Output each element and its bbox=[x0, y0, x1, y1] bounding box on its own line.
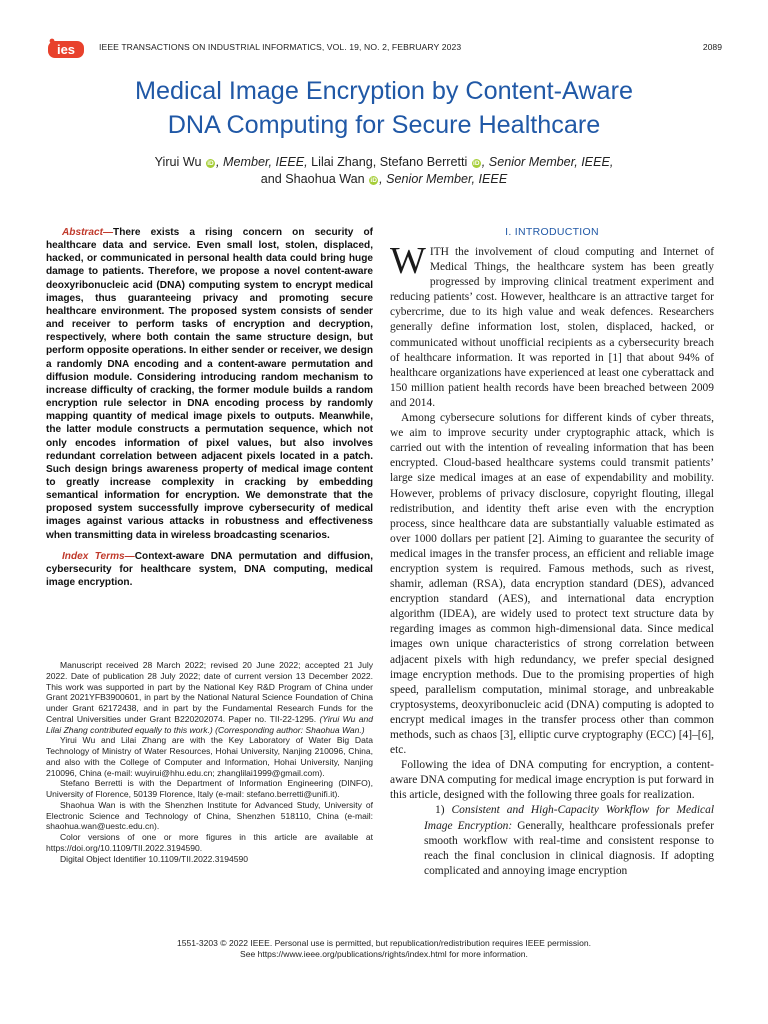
ies-logo-icon bbox=[46, 38, 86, 60]
footnote-color-versions: Color versions of one or more figures in this article are available at https://doi.org/10.1109/TII.2022.3194590. bbox=[46, 832, 373, 853]
abstract-text: There exists a rising concern on security of healthcare data and service. Even small lost, stolen, displaced, hacked, or communicated in personal health data could bring huge damage to patients. Therefore, we propose a novel content-aware deoxyribonucleic acid (DNA) computing system to encrypt medical images, thus guaranteeing privacy and promoting secure healthcare environment. The proposed system consists of sender and receiver to perform tasks of encryption and decryption, respectively, where both contain the same structure design, but perform opposite operations. In either sender or receiver, we design a randomly DNA encoding and a content-aware permutation and diffusion module. Considering introducing random mechanism to increase difficulty of cracking, the former module builds a random encryption rule selector in DNA encoding process by randomly mapping quantity of medical image pixels to outputs. Meanwhile, the latter module constructs a permutation sequence, which not only encodes information of pixel values, but also involves redundant correlation between adjacent pixels located in a patch. Such design brings awareness property of medical image content to greatly increase complexity in cracking by embedding semantical information for encryption. We demonstrate that the proposed system successfully improve cybersecurity of medical images against various attacks in robustness and effectiveness when transmitting data in wireless broadcasting scenarios. bbox=[46, 227, 373, 541]
page-number: 2089 bbox=[702, 42, 722, 52]
author-4: and Shaohua Wan bbox=[260, 172, 365, 186]
author-2-3: Lilai Zhang, Stefano Berretti bbox=[307, 155, 468, 169]
intro-paragraph-1 bbox=[390, 240, 714, 411]
author-footnote bbox=[46, 660, 373, 864]
author-3-role: , Senior Member, IEEE, bbox=[481, 155, 614, 169]
right-column bbox=[390, 226, 714, 879]
footnote-manuscript-text: Manuscript received 28 March 2022; revised 20 June 2022; accepted 21 July 2022. Date of publication 28 July 2022; date of current version 13 December 2022. This work was supported in part by the National Key R&D Program of China under Grant 2021YFB3900601, in part by the National Natural Science Foundation of China under Grant 62172438, and in part by the Fundamental Research Funds for the Central Universities under Grant B220202074. Paper no. TII-22-1295. bbox=[46, 660, 373, 724]
drop-cap: W bbox=[390, 240, 426, 282]
section-heading-introduction: I. INTRODUCTION bbox=[505, 226, 599, 238]
intro-paragraph-3: Following the idea of DNA computing for encryption, a content-aware DNA computing for medical image encryption is put forward in this article, designed with the following three goals for realization. bbox=[390, 759, 714, 802]
copyright-notice bbox=[0, 938, 768, 960]
footnote-doi: Digital Object Identifier 10.1109/TII.2022.3194590 bbox=[60, 853, 248, 864]
running-head: IEEE TRANSACTIONS ON INDUSTRIAL INFORMATICS, VOL. 19, NO. 2, FEBRUARY 2023 bbox=[99, 42, 462, 52]
footnote-manuscript bbox=[46, 660, 373, 735]
index-terms-label: Index Terms— bbox=[62, 550, 135, 562]
orcid-icon[interactable]: iD bbox=[370, 177, 377, 184]
intro-paragraph-1-text: ITH the involvement of cloud computing and Internet of Medical Things, the healthcare system has been greatly progressed by improving clinical treatment experiment and reducing patients’ cost. However, healthcare is an attractive target for cybercrime, due to its high value and weak defences. Researchers generally define information lost, stolen, displaced, hacked, or communicated without unofficial recipients as a cybersecurity breach of healthcare information. It was reported in [1] that about 94% of healthcare organizations have experienced at least one cyberattack and 150 million patient health records have been breached between 2009 and 2014. bbox=[390, 246, 714, 409]
author-1-role: , Member, IEEE, bbox=[215, 155, 308, 169]
list-item-number: 1) bbox=[435, 804, 445, 817]
title-line-2: DNA Computing for Secure Healthcare bbox=[167, 111, 601, 139]
svg-text:ies: ies bbox=[56, 42, 76, 57]
footnote-affiliation-1: Yirui Wu and Lilai Zhang are with the Key Laboratory of Water Big Data Technology of Ministry of Water Resources, Hohai University, Nanjing 210096, China, and also with the College of Computer and Information, Hohai University, Nanjing 210096, China (e-mail: wuyirui@hhu.edu.cn; zhanglilai1999@gmail.com). bbox=[46, 735, 373, 778]
footnote-affiliation-3: Shaohua Wan is with the Shenzhen Institute for Advanced Study, University of Electronic Science and Technology of China, Shenzhen 518110, China (e-mail: shaohua.wan@uestc.edu.cn). bbox=[46, 799, 373, 832]
page-header bbox=[46, 38, 722, 60]
title-line-1: Medical Image Encryption by Content-Aware bbox=[135, 77, 633, 105]
abstract-label: Abstract— bbox=[62, 227, 114, 238]
intro-paragraph-2: Among cybersecure solutions for different kinds of cyber threats, we aim to improve security under cryptographic attack, which is carried out with the intention of revealing information that has been encrypted. Cloud-based healthcare systems could transmit patients’ large size medical images at an ease of expendability and mobility. However, problems of privacy disclosure, copyright flouting, illegal redistribution, and identity theft arise even with the encryption process, since healthcare data are substantially valuable estimated as over 1000 dollars per patient [2]. Aiming to guarantee the security of medical images in the transfer process, an efficient and reliable image encryption system is required. Famous methods, such as rivest, shamir, adleman (RSA), data encryption standard (DES), advanced encryption standard (AES), and international data encryption algorithm (IDEA), are widely used to protect text structure data by regarding images as common high-dimensional data. Since medical images own unique characteristics of strong correlation between adjacent pixels with high redundancy, we prefer special designed image encryption methods. Due to the promising properties of high speed, parallelism computation, minimal storage, and unbreakable cryptosystems, deoxyribonucleic acid (DNA) computing is adopted to encrypt medical images in the transfer process other than common methods, such as chaos [3], elliptic curve cryptography (ECC) [4]–[6], etc. bbox=[390, 412, 714, 757]
author-list bbox=[40, 154, 728, 188]
index-terms bbox=[46, 550, 373, 589]
footnote-affiliation-2: Stefano Berretti is with the Department of Information Engineering (DINFO), University of Florence, 50139 Florence, Italy (e-mail: stefano.berretti@unifi.it). bbox=[46, 778, 373, 799]
paper-title bbox=[40, 74, 728, 142]
list-item-lead: Consistent and High-Capacity Workflow for Medical Image Encryption: bbox=[424, 804, 714, 832]
orcid-icon[interactable]: iD bbox=[207, 160, 214, 167]
list-item-1 bbox=[390, 803, 714, 878]
orcid-icon[interactable]: iD bbox=[473, 160, 480, 167]
index-terms-text: Context-aware DNA permutation and diffusion, cybersecurity for healthcare system, DNA computing, medical image encryption. bbox=[46, 550, 373, 589]
footnote-correspondence: (Yirui Wu and Lilai Zhang contributed equally to this work.) (Corresponding author: Shaohua Wan.) bbox=[46, 713, 373, 735]
introduction-body bbox=[390, 240, 714, 879]
left-column bbox=[46, 226, 373, 589]
author-4-role: , Senior Member, IEEE bbox=[379, 172, 508, 186]
copyright-line-2: See https://www.ieee.org/publications/rights/index.html for more information. bbox=[240, 949, 528, 959]
author-1: Yirui Wu bbox=[154, 155, 202, 169]
copyright-line-1: 1551-3203 © 2022 IEEE. Personal use is permitted, but republication/redistribution requires IEEE permission. bbox=[177, 938, 591, 948]
list-item-text: Generally, healthcare professionals prefer smooth workflow with real-time and consistent response to reach the final conclusion in clinical diagnosis. If adopting complicated and annoying image encryption bbox=[424, 819, 714, 877]
abstract bbox=[46, 226, 373, 542]
